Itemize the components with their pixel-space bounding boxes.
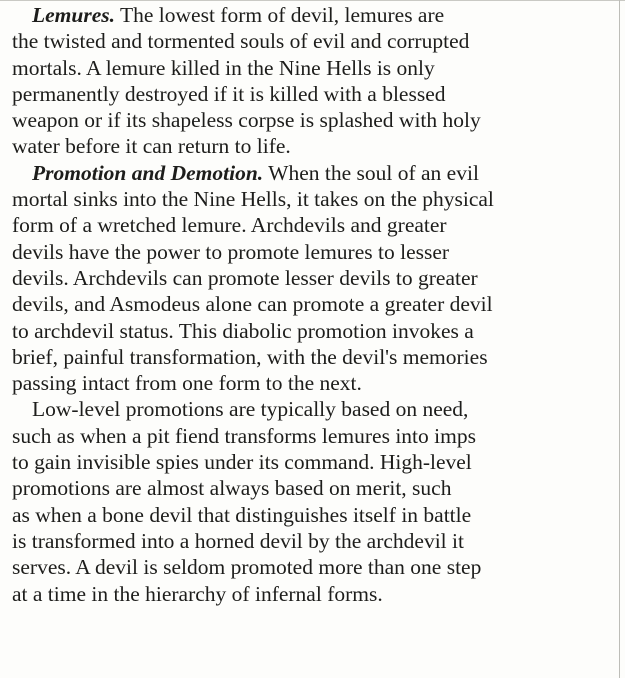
paragraph-2-line-1 — [12, 160, 617, 186]
right-edge-rule — [619, 0, 620, 678]
paragraph-1-line-4: permanently destroyed if it is killed with a blessed — [12, 81, 446, 106]
paragraph-2-line-5: devils. Archdevils can promote lesser devils to greater — [12, 265, 478, 290]
paragraph-2-heading: Promotion and Demotion. — [32, 160, 264, 185]
paragraph-1-line-3: mortals. A lemure killed in the Nine Hells is only — [12, 55, 435, 80]
paragraph-2-line-2: mortal sinks into the Nine Hells, it takes on the physical — [12, 187, 494, 212]
paragraph-2-line-7: to archdevil status. This diabolic promotion invokes a — [12, 318, 474, 343]
paragraph-3-line-4: promotions are almost always based on merit, such — [12, 476, 452, 501]
paragraph-2-line-8: brief, painful transformation, with the devil's memories — [12, 344, 488, 369]
paragraph-1-line-2: the twisted and tormented souls of evil and corrupted — [12, 29, 470, 54]
paragraph-1-line-5: weapon or if its shapeless corpse is splashed with holy — [12, 108, 481, 133]
top-edge-rule — [0, 0, 625, 1]
paragraph-1-line-1-text: The lowest form of devil, lemures are — [115, 3, 445, 27]
paragraph-3-line-5: as when a bone devil that distinguishes itself in battle — [12, 502, 472, 527]
paragraph-2-line-9: passing intact from one form to the next. — [12, 371, 362, 396]
paragraph-2-line-3: form of a wretched lemure. Archdevils and greater — [12, 213, 447, 238]
paragraph-3-line-6: is transformed into a horned devil by the archdevil it — [12, 528, 464, 553]
paragraph-1-line-6: water before it can return to life. — [12, 134, 291, 159]
paragraph-3-line-2: such as when a pit fiend transforms lemures into imps — [12, 423, 476, 448]
paragraph-1-heading: Lemures. — [32, 3, 116, 27]
paragraph-1-line-1 — [12, 2, 617, 28]
paragraph-3-line-8: at a time in the hierarchy of infernal forms. — [12, 581, 383, 606]
paragraph-3-line-7: serves. A devil is seldom promoted more than one step — [12, 555, 482, 580]
paragraph-3-line-3: to gain invisible spies under its command. High-level — [12, 450, 472, 475]
paragraph-3-line-1: Low-level promotions are typically based on need, — [32, 397, 469, 422]
paragraph-2-line-1-text: When the soul of an evil — [263, 160, 479, 185]
paragraph-2-line-6: devils, and Asmodeus alone can promote a greater devil — [12, 292, 493, 317]
body-text — [12, 2, 617, 607]
paragraph-2-line-4: devils have the power to promote lemures to lesser — [12, 239, 450, 264]
